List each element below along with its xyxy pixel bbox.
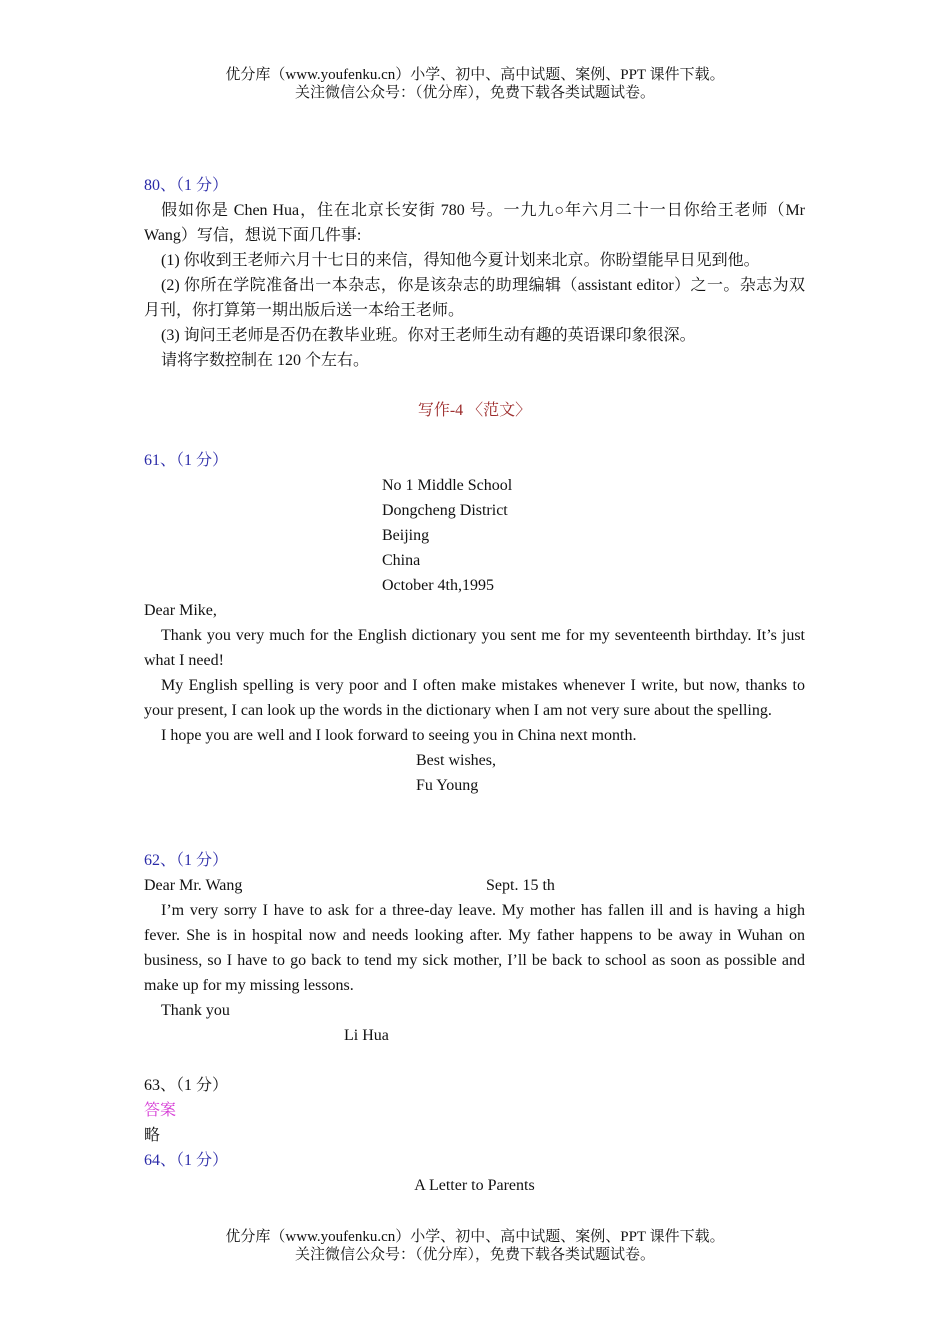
page-header bbox=[0, 66, 950, 102]
q80-label: 80、（1 分） bbox=[144, 177, 229, 194]
q62-signature: Li Hua bbox=[344, 1027, 389, 1044]
footer-line-1: 优分库（www.youfenku.cn）小学、初中、高中试题、案例、PPT 课件下载。 bbox=[225, 1229, 725, 1245]
q62-greeting-row bbox=[144, 873, 805, 898]
letter-date: October 4th,1995 bbox=[382, 577, 494, 594]
q61-paragraph-2: My English spelling is very poor and I often make mistakes whenever I write, but now, thanks to your present, I can look up the words in the dictionary when I am not very sure about the spelling. bbox=[144, 677, 805, 719]
q61-signature: Fu Young bbox=[416, 777, 479, 794]
q61-paragraph-1: Thank you very much for the English dictionary you sent me for my seventeenth birthday. It’s just what I need! bbox=[144, 627, 805, 669]
q61-address-block bbox=[144, 473, 805, 598]
q61-paragraph-3: I hope you are well and I look forward to seeing you in China next month. bbox=[161, 727, 637, 744]
q62-label: 62、（1 分） bbox=[144, 852, 229, 869]
address-line: No 1 Middle School bbox=[382, 477, 513, 494]
document-body bbox=[144, 173, 805, 1198]
q64-label: 64、（1 分） bbox=[144, 1152, 229, 1169]
address-line: China bbox=[382, 552, 421, 569]
q61-closing: Best wishes, bbox=[416, 752, 496, 769]
q63-label: 63、（1 分） bbox=[144, 1077, 229, 1094]
q80-item-1: (1) 你收到王老师六月十七日的来信，得知他今夏计划来北京。你盼望能早日见到他。 bbox=[161, 252, 760, 269]
address-line: Beijing bbox=[382, 527, 430, 544]
header-line-1: 优分库（www.youfenku.cn）小学、初中、高中试题、案例、PPT 课件下载。 bbox=[225, 67, 725, 83]
address-line: Dongcheng District bbox=[382, 502, 508, 519]
q61-label: 61、（1 分） bbox=[144, 452, 229, 469]
q63-answer-label: 答案 bbox=[144, 1102, 177, 1119]
q64-title: A Letter to Parents bbox=[414, 1177, 535, 1194]
q80-prompt: 假如你是 Chen Hua，住在北京长安街 780 号。一九九○年六月二十一日你给王老师（Mr Wang）写信，想说下面几件事: bbox=[144, 202, 805, 244]
q62-paragraph-1: I’m very sorry I have to ask for a three-day leave. My mother has fallen ill and is having a high fever. She is in hospital now and needs looking after. My father happens to be away in Wuhan on business, so I have to go back to tend my sick mother, I’ll be back to school as soon as possible and make up for my missing lessons. bbox=[144, 902, 805, 994]
q80-item-3: (3) 询问王老师是否仍在教毕业班。你对王老师生动有趣的英语课印象很深。 bbox=[161, 327, 696, 344]
footer-line-2: 关注微信公众号：（优分库），免费下载各类试题试卷。 bbox=[294, 1247, 655, 1263]
q62-thanks: Thank you bbox=[161, 1002, 230, 1019]
header-line-2: 关注微信公众号：（优分库），免费下载各类试题试卷。 bbox=[294, 85, 655, 101]
q80-word-limit: 请将字数控制在 120 个左右。 bbox=[161, 352, 370, 369]
q62-date: Sept. 15 th bbox=[486, 877, 555, 894]
page-footer bbox=[0, 1228, 950, 1264]
q61-greeting: Dear Mike, bbox=[144, 602, 217, 619]
q62-greeting: Dear Mr. Wang bbox=[144, 877, 243, 894]
q80-item-2: (2) 你所在学院准备出一本杂志，你是该杂志的助理编辑（assistant editor）之一。杂志为双月刊，你打算第一期出版后送一本给王老师。 bbox=[144, 277, 805, 319]
q63-answer: 略 bbox=[144, 1127, 161, 1144]
section-title: 写作-4 〈范文〉 bbox=[417, 402, 532, 419]
